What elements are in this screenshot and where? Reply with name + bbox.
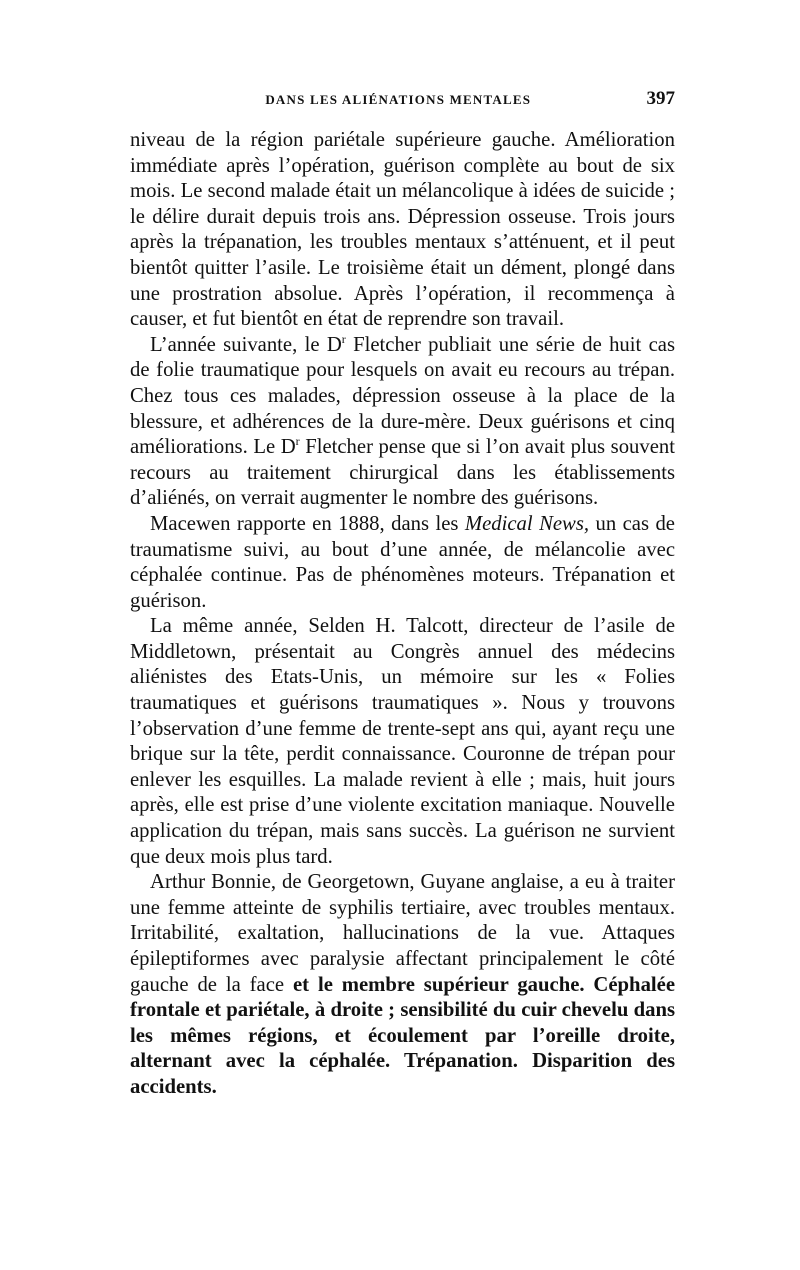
paragraph-5-part-a: Arthur Bonnie, de Georgetown, Guyane anglaise, a eu à traiter une femme atteinte de syphilis tertiaire, avec troubles mentaux. Irritabilité, exaltation, hallucinations de la vue. Attaques épileptiformes avec paralysie affectant principalement le côté gauche de la face (130, 871, 675, 996)
paragraph-3-part-a: Macewen rapporte en 1888, dans les (150, 512, 465, 535)
journal-title: Medical News, (464, 512, 590, 535)
running-title: DANS LES ALIÉNATIONS MENTALES (265, 92, 532, 107)
doctor-abbrev-sup: r (341, 331, 346, 346)
running-header (130, 88, 675, 118)
page-number: 397 (646, 88, 675, 109)
paragraph-5 (130, 870, 675, 1100)
book-page (130, 88, 675, 1101)
body-text (130, 128, 675, 1101)
paragraph-4: La même année, Selden H. Talcott, directeur de l’asile de Middletown, présentait au Congrès annuel des médecins aliénistes des Etats-Unis, un mémoire sur les « Folies traumatiques et guérisons traumatiques ». Nous y trouvons l’observation d’une femme de trente-sept ans qui, ayant reçu une brique sur la tête, perdit connaissance. Couronne de trépan pour enlever les esquilles. La malade revient à elle ; mais, huit jours après, elle est prise d’une violente excitation maniaque. Nouvelle application du trépan, mais sans succès. La guérison ne survient que deux mois plus tard. (130, 615, 675, 868)
paragraph-3 (130, 512, 675, 614)
doctor-abbrev-sup: r (295, 434, 300, 449)
paragraph-2 (130, 333, 675, 512)
paragraph-2-part-a: L’année suivante, le D (150, 333, 342, 356)
paragraph-2-part-b: Fletcher publiait une série de huit cas de folie traumatique pour lesquels on avait eu recours au trépan. Chez tous ces malades, dépression osseuse à la place de la blessure, et adhérences de la dure-mère. Deux guérisons et cinq améliorations. Le D (130, 333, 675, 459)
paragraph-2-part-c: Fletcher pense que si l’on avait plus souvent recours au traitement chirurgical dans les établissements d’aliénés, on verrait augmenter le nombre des guérisons. (130, 436, 675, 510)
paragraph-1: niveau de la région pariétale supérieure gauche. Amélioration immédiate après l’opération, guérison complète au bout de six mois. Le second malade était un mélancolique à idées de suicide ; le délire durait depuis trois ans. Dépression osseuse. Trois jours après la trépanation, les troubles mentaux s’atténuent, et il peut bientôt quitter l’asile. Le troisième était un dément, plongé dans une prostration absolue. Après l’opération, il recommença à causer, et fut bientôt en état de reprendre son travail. (130, 129, 675, 331)
paragraph-5-part-b: et le membre supérieur gauche. Céphalée frontale et pariétale, à droite ; sensibilité du cuir chevelu dans les mêmes régions, et écoulement par l’oreille droite, alternant avec la céphalée. Trépanation. Disparition des accidents. (130, 973, 676, 1098)
paragraph-3-part-b: un cas de traumatisme suivi, au bout d’une année, de mélancolie avec céphalée continue. Pas de phénomènes moteurs. Trépanation et guérison. (130, 512, 675, 612)
